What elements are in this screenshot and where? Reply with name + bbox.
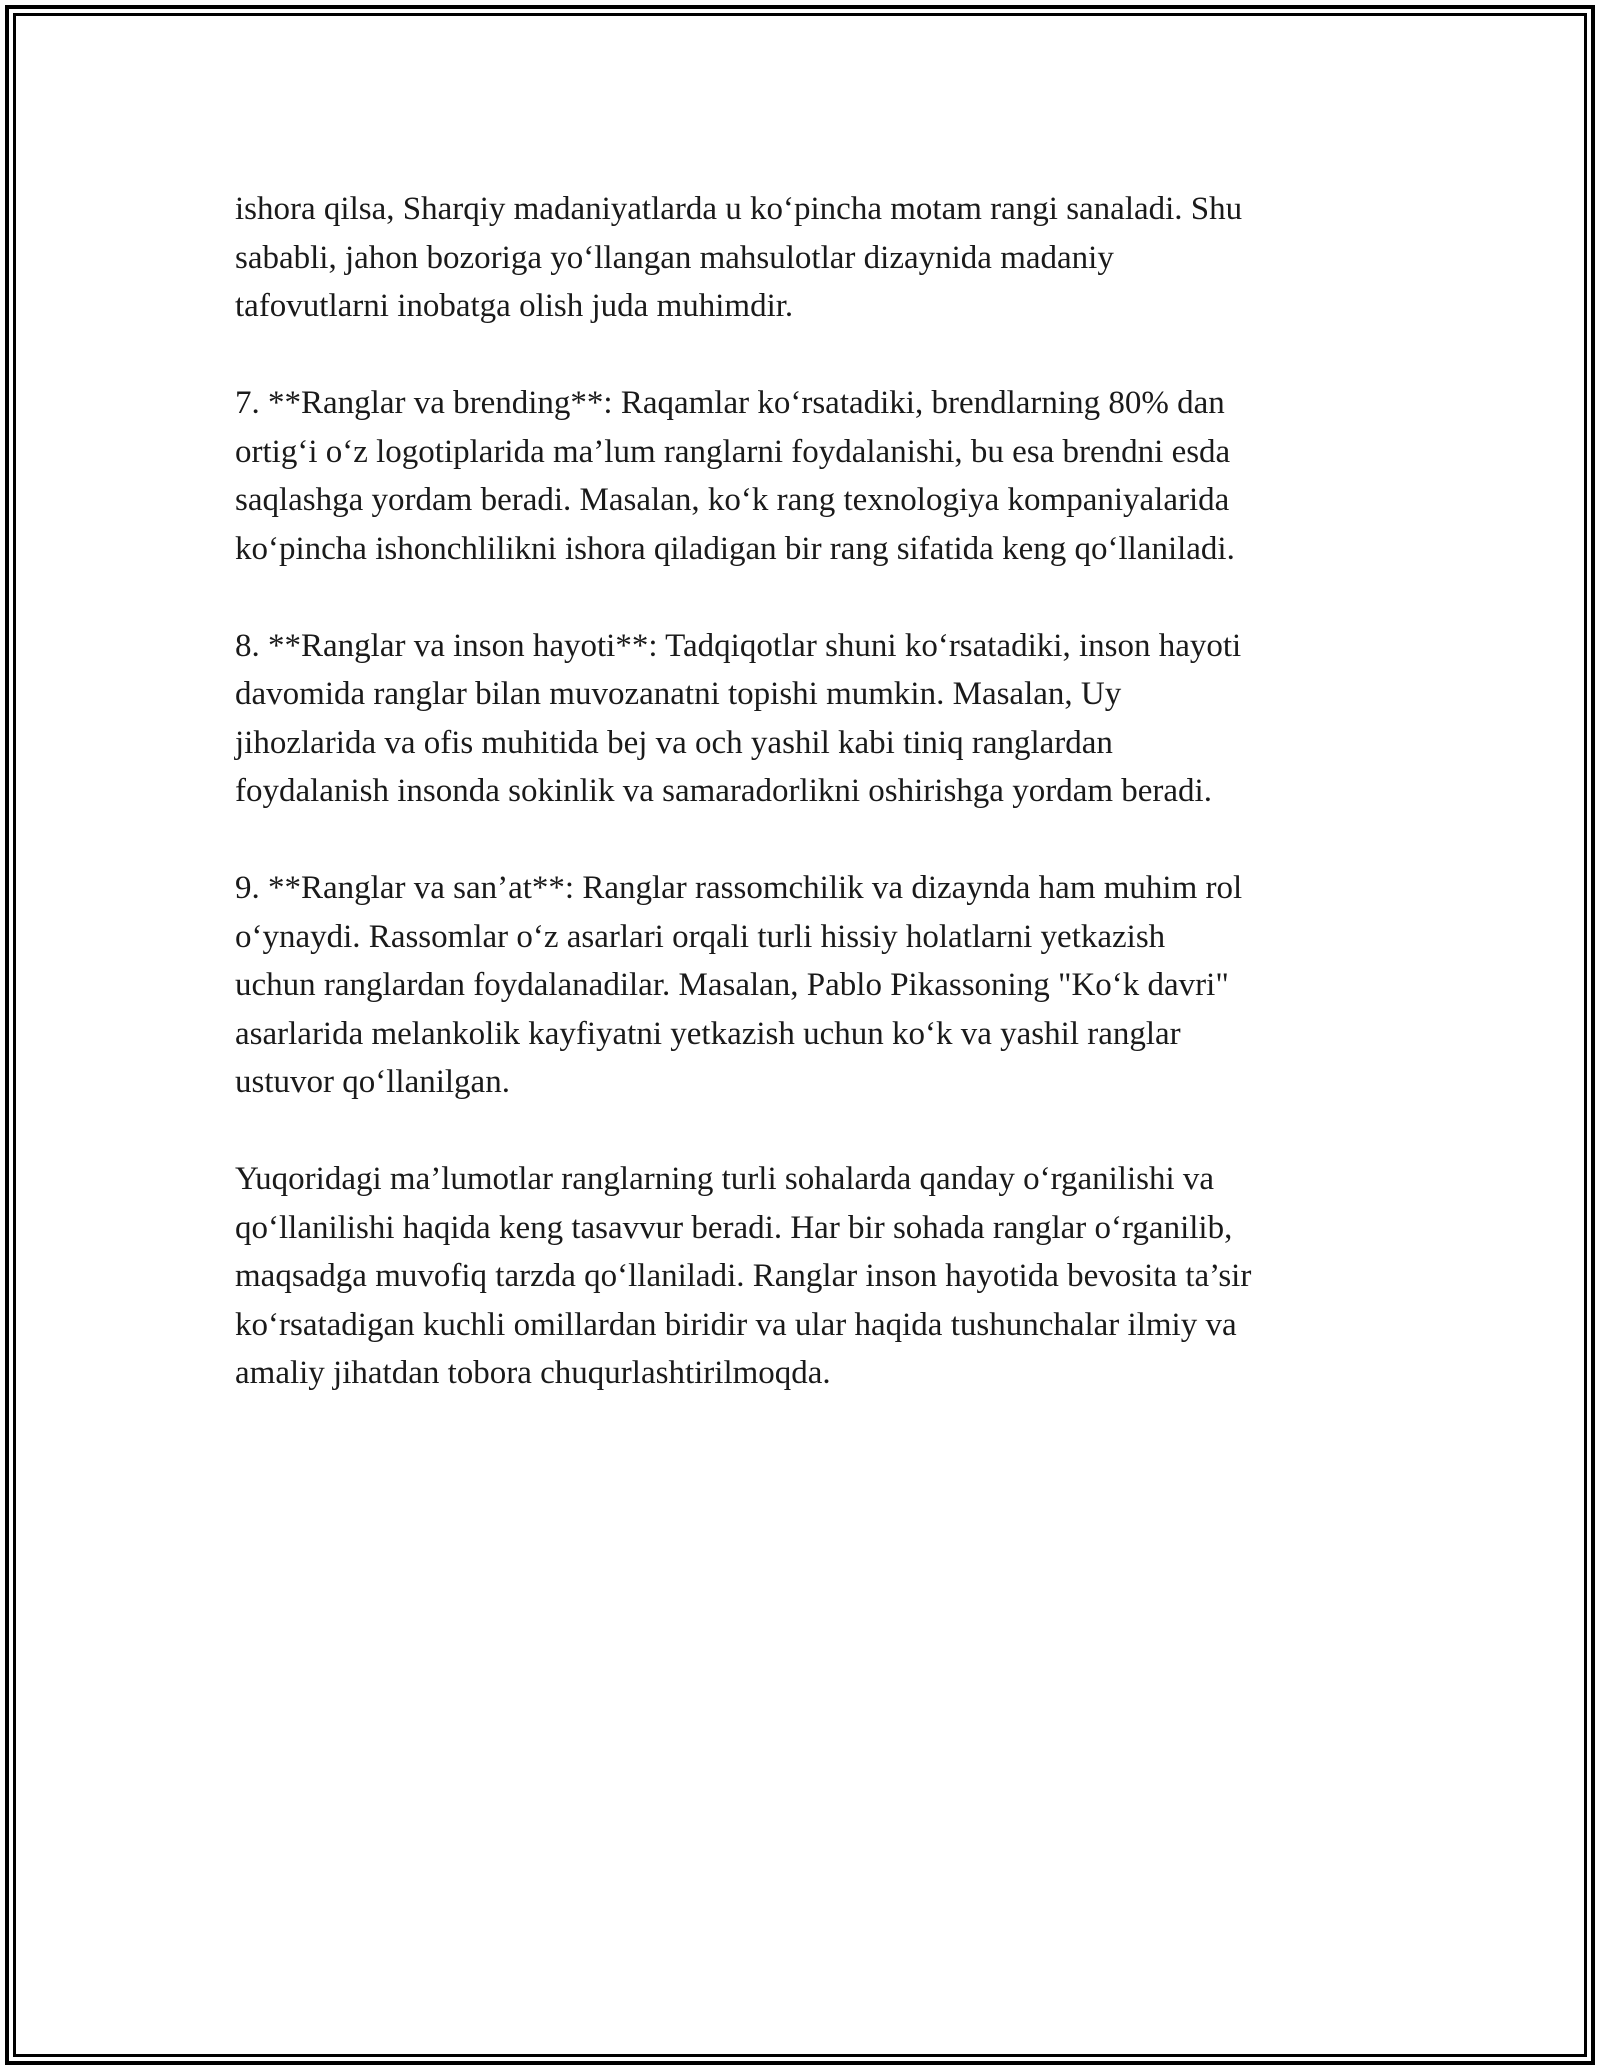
paragraph-conclusion: Yuqoridagi ma’lumotlar ranglarning turli sohalarda qanday o‘rganilishi va qo‘llanilishi haqida keng tasavvur beradi. Har bir sohada ranglar o‘rganilib, maqsadga muvofiq tarzda qo‘llaniladi. Ranglar inson hayotida bevosita ta’sir ko‘rsatadigan kuchli omillardan biridir va ular haqida tushunchalar ilmiy va amaliy jihatdan tobora chuqurlashtirilmoqda. (235, 1161, 1252, 1391)
paragraph-item-8-human-life: 8. **Ranglar va inson hayoti**: Tadqiqotlar shuni ko‘rsatadiki, inson hayoti davomida ranglar bilan muvozanatni topishi mumkin. Masalan, Uy jihozlarida va ofis muhitida bej va och yashil kabi tiniq ranglardan foydalanish insonda sokinlik va samaradorlikni oshirishga yordam beradi. (235, 627, 1242, 809)
document-body (235, 185, 1375, 1446)
paragraph-item-7-branding: 7. **Ranglar va brending**: Raqamlar ko‘rsatadiki, brendlarning 80% dan ortig‘i o‘z logotiplarida ma’lum ranglarni foydalanishi, bu esa brendni esda saqlashga yordam beradi. Masalan, ko‘k rang texnologiya kompaniyalarida ko‘pincha ishonchlilikni ishora qiladigan bir rang sifatida keng qo‘llaniladi. (235, 385, 1235, 567)
paragraph-intro-continuation: ishora qilsa, Sharqiy madaniyatlarda u ko‘pincha motam rangi sanaladi. Shu sababli, jahon bozoriga yo‘llangan mahsulotlar dizaynida madaniy tafovutlarni inobatga olish juda muhimdir. (235, 191, 1243, 324)
paragraph-item-9-art: 9. **Ranglar va san’at**: Ranglar rassomchilik va dizaynda ham muhim rol o‘ynaydi. Rassomlar o‘z asarlari orqali turli hissiy holatlarni yetkazish uchun ranglardan foydalanadilar. Masalan, Pablo Pikassoning "Ko‘k davri" asarlarida melankolik kayfiyatni yetkazish uchun ko‘k va yashil ranglar ustuvor qo‘llanilgan. (235, 870, 1243, 1100)
